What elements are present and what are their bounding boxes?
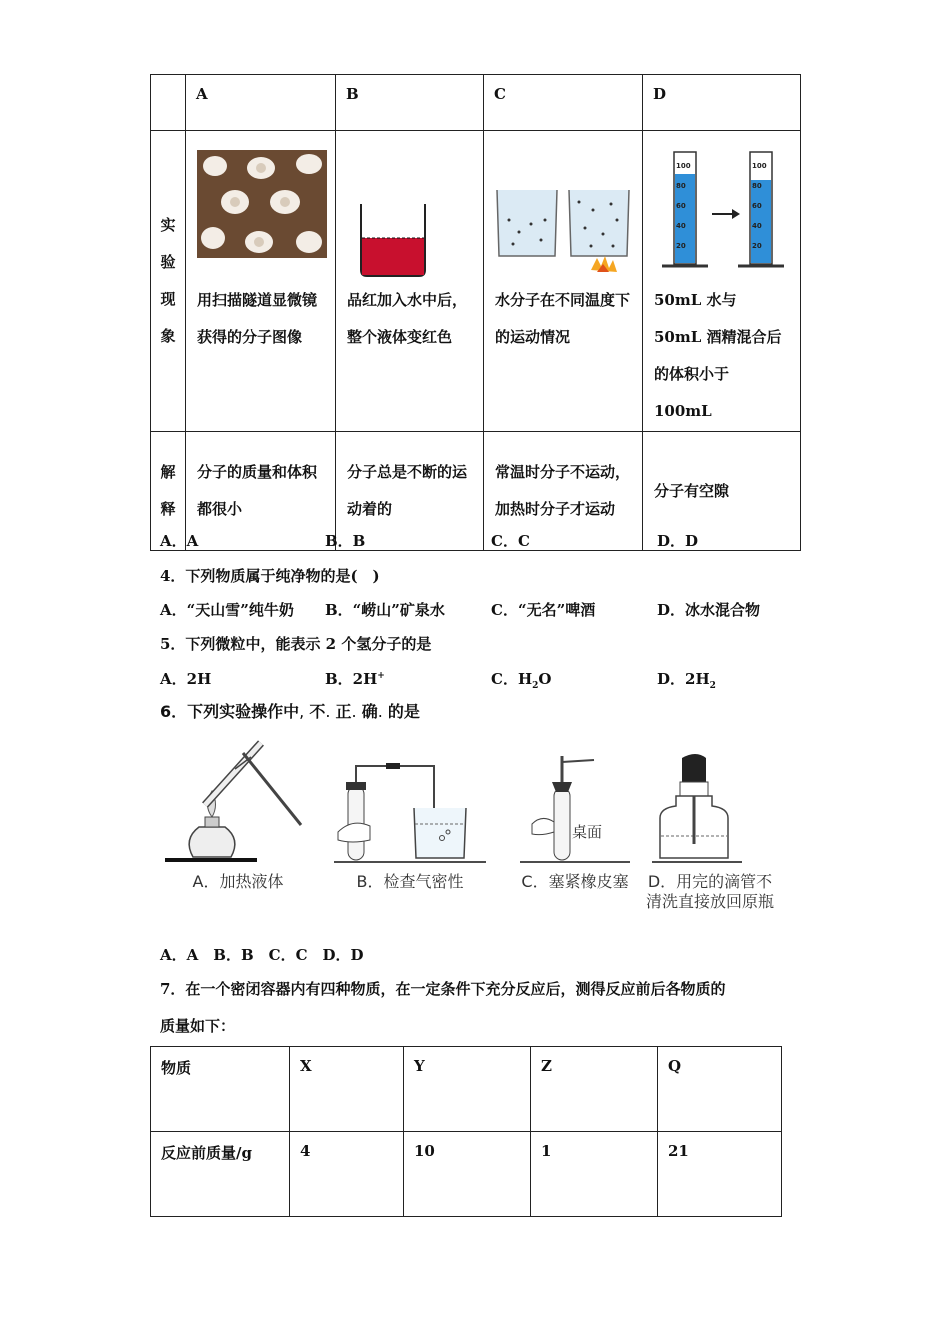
header-row bbox=[151, 75, 801, 131]
corner-cell bbox=[151, 75, 186, 131]
q5-option-d bbox=[657, 668, 716, 691]
subscript: 2 bbox=[709, 681, 716, 691]
cylinders-image bbox=[644, 132, 799, 282]
q6-stem-pre: 6．下列实验操作中 bbox=[160, 702, 300, 721]
q4-option-c: C．“无名”啤酒 bbox=[491, 601, 596, 619]
heating-liquid-figure bbox=[165, 735, 305, 865]
phenomenon-b-text: 品红加入水中后，整个液体变红色 bbox=[347, 291, 468, 346]
beaker-image bbox=[337, 132, 482, 282]
superscript: + bbox=[377, 671, 385, 681]
q6-answer-options: A．A B．B C．C D．D bbox=[160, 946, 364, 964]
option-text: D．2H bbox=[657, 670, 710, 688]
q5-option-b bbox=[325, 668, 385, 689]
q6-emph-char: 确 bbox=[361, 702, 378, 721]
q4-option-d: D．冰水混合物 bbox=[657, 601, 761, 619]
tick-label: 60 bbox=[752, 202, 762, 210]
phenomenon-label bbox=[151, 131, 186, 432]
option-text: C．H bbox=[491, 670, 533, 688]
tick-label: 80 bbox=[676, 182, 686, 190]
q6-caption-d: D．用完的滴管不清洗直接放回原瓶 bbox=[645, 872, 774, 911]
phenomenon-b bbox=[336, 131, 484, 432]
q3-option-a: A．A bbox=[160, 532, 199, 550]
graduated-cylinders-icon bbox=[654, 144, 794, 274]
q6-stem-post: 的是 bbox=[387, 702, 420, 721]
desk-label: 桌面 bbox=[572, 823, 603, 841]
mass-value-z: 1 bbox=[531, 1132, 658, 1217]
mass-value-q: 21 bbox=[658, 1132, 782, 1217]
q6-caption-c: C．塞紧橡皮塞 bbox=[521, 872, 629, 891]
two-beakers-icon bbox=[493, 180, 633, 290]
option-text: B．2H bbox=[325, 670, 378, 688]
tick-label: 100 bbox=[752, 162, 767, 170]
phenomenon-c-text: 水分子在不同温度下的运动情况 bbox=[495, 291, 631, 346]
option-text-tail: O bbox=[538, 670, 552, 688]
stm-image bbox=[187, 132, 334, 282]
header-b: B bbox=[336, 75, 484, 131]
experiment-table bbox=[150, 74, 801, 551]
mass-header-cell: Y bbox=[404, 1047, 531, 1132]
phenomenon-d bbox=[643, 131, 801, 432]
header-d: D bbox=[643, 75, 801, 131]
label-char: 象 bbox=[160, 327, 176, 345]
q6-caption-a: A．加热液体 bbox=[192, 872, 284, 891]
q3-option-d: D．D bbox=[657, 532, 699, 550]
tick-label: 40 bbox=[752, 222, 762, 230]
explanation-row bbox=[151, 432, 801, 551]
q5-option-a bbox=[160, 668, 211, 689]
mass-value-y: 10 bbox=[404, 1132, 531, 1217]
label-char: 解 bbox=[160, 463, 176, 481]
mass-table bbox=[150, 1046, 782, 1217]
option-text: A．2H bbox=[160, 670, 212, 688]
tick-label: 20 bbox=[752, 242, 762, 250]
mass-row-label: 反应前质量/g bbox=[151, 1132, 290, 1217]
header-c: C bbox=[484, 75, 643, 131]
q6-emph-char: 不 bbox=[309, 702, 326, 721]
tick-label: 40 bbox=[676, 222, 686, 230]
phenomenon-c bbox=[484, 131, 643, 432]
q4-option-b: B．“崂山”矿泉水 bbox=[325, 601, 445, 619]
mass-header-cell: 物质 bbox=[151, 1047, 290, 1132]
mass-header-cell: X bbox=[290, 1047, 404, 1132]
tick-label: 60 bbox=[676, 202, 686, 210]
q3-option-c: C．C bbox=[491, 532, 530, 550]
airtightness-figure bbox=[330, 752, 490, 867]
beaker-red-icon bbox=[355, 200, 435, 300]
label-char: 实 bbox=[160, 216, 176, 234]
q6-caption-b: B．检查气密性 bbox=[356, 872, 464, 891]
phenomenon-a-text: 用扫描隧道显微镜获得的分子图像 bbox=[197, 291, 318, 346]
mass-header-cell: Q bbox=[658, 1047, 782, 1132]
q6-emph-char: 正 bbox=[335, 702, 352, 721]
q4-option-a: A．“天山雪”纯牛奶 bbox=[160, 601, 294, 619]
q5-option-c bbox=[491, 668, 551, 691]
phenomenon-d-text: 50mL 水与 50mL 酒精混合后的体积小于 100mL bbox=[654, 291, 782, 420]
subscript: 2 bbox=[532, 681, 539, 691]
mass-value-x: 4 bbox=[290, 1132, 404, 1217]
header-a: A bbox=[186, 75, 336, 131]
phenomenon-row bbox=[151, 131, 801, 432]
phenomenon-a bbox=[186, 131, 336, 432]
label-char: 释 bbox=[160, 500, 176, 518]
molecule-beakers-image bbox=[485, 132, 641, 282]
explanation-a-text: 分子的质量和体积都很小 bbox=[197, 463, 318, 518]
q4-stem: 4．下列物质属于纯净物的是( ) bbox=[160, 567, 380, 585]
mass-header-row bbox=[151, 1047, 782, 1132]
mass-header-cell: Z bbox=[531, 1047, 658, 1132]
rubber-stopper-figure bbox=[518, 752, 633, 867]
tick-label: 100 bbox=[676, 162, 691, 170]
stm-molecule-image bbox=[197, 150, 327, 258]
explanation-c-text: 常温时分子不运动，加热时分子才运动 bbox=[495, 463, 631, 518]
explanation-d-text: 分子有空隙 bbox=[654, 481, 730, 500]
label-char: 现 bbox=[160, 290, 176, 308]
dropper-bottle-figure bbox=[650, 752, 745, 867]
explanation-a bbox=[186, 432, 336, 551]
q7-stem-line1: 7．在一个密闭容器内有四种物质，在一定条件下充分反应后，测得反应前后各物质的 bbox=[160, 980, 726, 998]
explanation-b-text: 分子总是不断的运动着的 bbox=[347, 463, 468, 518]
q6-stem: 6．下列实验操作中, 不. 正. 确. 的是 bbox=[160, 702, 420, 721]
tick-label: 20 bbox=[676, 242, 686, 250]
label-char: 验 bbox=[160, 253, 176, 271]
mass-before-row bbox=[151, 1132, 782, 1217]
q3-option-b: B．B bbox=[325, 532, 366, 550]
q7-stem-line2: 质量如下： bbox=[160, 1017, 236, 1035]
tick-label: 80 bbox=[752, 182, 762, 190]
q5-stem: 5．下列微粒中，能表示 2 个氢分子的是 bbox=[160, 635, 432, 653]
